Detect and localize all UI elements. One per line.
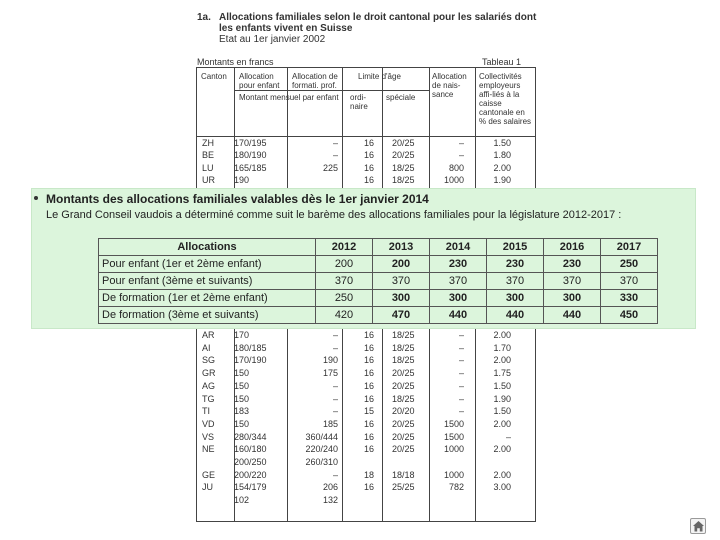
table-cell: – bbox=[332, 150, 338, 161]
table-cell: 150 bbox=[234, 418, 250, 429]
allocation-value: 200 bbox=[373, 256, 430, 273]
table-cell: 2.00 bbox=[493, 162, 511, 173]
table-row bbox=[196, 469, 536, 481]
table-row bbox=[196, 443, 536, 455]
panel-description: Le Grand Conseil vaudois a déterminé comme suit le barème des allocations familiales pour la législature 2012-2017 : bbox=[46, 209, 622, 221]
table-row bbox=[196, 494, 536, 506]
currency-note: Montants en francs bbox=[197, 57, 274, 67]
table-cell: 2.00 bbox=[493, 418, 511, 429]
table-cell: 18/25 bbox=[392, 330, 415, 340]
table-cell: 20/25 bbox=[392, 150, 415, 161]
table-row bbox=[196, 137, 536, 149]
table-cell: 1500 bbox=[443, 431, 464, 442]
table-cell: AI bbox=[202, 342, 211, 353]
table-cell: 1.50 bbox=[493, 138, 511, 148]
allocation-value: 440 bbox=[487, 307, 544, 324]
table-cell: 360/444 bbox=[305, 431, 338, 442]
table-cell: 800 bbox=[448, 162, 464, 173]
table-cell: 1000 bbox=[443, 174, 464, 185]
section-number: 1a. bbox=[197, 12, 211, 23]
title-line-2: les enfants vivent en Suisse bbox=[219, 23, 353, 34]
table-cell: 2.00 bbox=[493, 444, 511, 455]
table-cell: 18/25 bbox=[392, 355, 415, 366]
table-cell: 16 bbox=[363, 162, 374, 173]
home-button[interactable] bbox=[690, 518, 706, 534]
header-alloc-formation: Allocation de formati. prof. bbox=[292, 72, 338, 90]
table-cell: 20/25 bbox=[392, 431, 415, 442]
allocation-value: 370 bbox=[316, 273, 373, 290]
table-cell: – bbox=[332, 406, 338, 417]
allocation-value: 300 bbox=[544, 290, 601, 307]
table-row bbox=[196, 342, 536, 354]
table-cell: 1.70 bbox=[493, 342, 511, 353]
table-cell: 170 bbox=[234, 330, 250, 340]
table-row bbox=[196, 481, 536, 493]
table-cell: SG bbox=[202, 355, 216, 366]
header-year: 2013 bbox=[373, 239, 430, 256]
table-row bbox=[196, 456, 536, 468]
table-cell: 15 bbox=[363, 406, 374, 417]
header-year: 2017 bbox=[601, 239, 658, 256]
table-row bbox=[196, 405, 536, 417]
table-cell: 220/240 bbox=[305, 444, 338, 455]
table-cell: – bbox=[332, 330, 338, 340]
table-cell: 1.80 bbox=[493, 150, 511, 161]
table-cell: 175 bbox=[322, 368, 338, 379]
header-canton: Canton bbox=[201, 72, 227, 81]
table-cell: 1500 bbox=[443, 418, 464, 429]
table-cell: – bbox=[458, 342, 464, 353]
allocation-value: 300 bbox=[487, 290, 544, 307]
table-cell: 150 bbox=[234, 393, 250, 404]
table-cell: – bbox=[332, 342, 338, 353]
table-cell: 170/195 bbox=[234, 138, 267, 148]
allocation-value: 330 bbox=[601, 290, 658, 307]
table-number: Tableau 1 bbox=[482, 57, 522, 67]
table-cell: 18/25 bbox=[392, 162, 415, 173]
table-cell: 206 bbox=[322, 482, 338, 493]
table-cell: 16 bbox=[363, 150, 374, 161]
allocations-body bbox=[99, 256, 658, 324]
table-cell: 160/180 bbox=[234, 444, 267, 455]
table-row bbox=[196, 174, 536, 186]
table-cell: 16 bbox=[363, 330, 374, 340]
table-cell: – bbox=[458, 393, 464, 404]
table-cell: VD bbox=[202, 418, 215, 429]
allocation-value: 420 bbox=[316, 307, 373, 324]
table-cell: 20/20 bbox=[392, 406, 415, 417]
allocation-value: 250 bbox=[601, 256, 658, 273]
table-cell: 1000 bbox=[443, 469, 464, 480]
table-cell: 16 bbox=[363, 444, 374, 455]
header-ordinaire: ordi-naire bbox=[350, 93, 368, 111]
table-cell: 16 bbox=[363, 368, 374, 379]
allocation-value: 370 bbox=[430, 273, 487, 290]
allocation-value: 300 bbox=[373, 290, 430, 307]
table-cell: 16 bbox=[363, 380, 374, 391]
table-cell: 1.50 bbox=[493, 380, 511, 391]
table-cell: 180/185 bbox=[234, 342, 267, 353]
table-cell: 20/25 bbox=[392, 380, 415, 391]
allocation-label: Pour enfant (3ème et suivants) bbox=[99, 273, 316, 290]
header-limite-age: Limite d'âge bbox=[358, 72, 401, 81]
table-cell: – bbox=[458, 380, 464, 391]
table-row bbox=[196, 367, 536, 379]
table-cell: 200/250 bbox=[234, 457, 267, 467]
table-row bbox=[196, 393, 536, 405]
allocation-value: 440 bbox=[544, 307, 601, 324]
table-cell: 20/25 bbox=[392, 418, 415, 429]
table-row bbox=[196, 149, 536, 161]
table-cell: JU bbox=[202, 482, 213, 493]
table-cell: 20/25 bbox=[392, 444, 415, 455]
table-cell: 132 bbox=[322, 495, 338, 506]
allocation-value: 470 bbox=[373, 307, 430, 324]
table-cell: 18 bbox=[363, 469, 374, 480]
table-cell: 16 bbox=[363, 482, 374, 493]
header-year: 2015 bbox=[487, 239, 544, 256]
allocation-row bbox=[99, 256, 658, 273]
table-cell: 20/25 bbox=[392, 138, 415, 148]
table-cell: 2.00 bbox=[493, 355, 511, 366]
table-cell: – bbox=[458, 355, 464, 366]
table-cell: 25/25 bbox=[392, 482, 415, 493]
allocation-value: 370 bbox=[601, 273, 658, 290]
table-cell: 16 bbox=[363, 342, 374, 353]
table-cell: 782 bbox=[448, 482, 464, 493]
title-line-1: Allocations familiales selon le droit cantonal pour les salariés dont bbox=[219, 12, 537, 23]
document-title bbox=[197, 12, 557, 45]
table-cell: 1.90 bbox=[493, 174, 511, 185]
table-row bbox=[196, 162, 536, 174]
allocation-value: 200 bbox=[316, 256, 373, 273]
allocation-value: 250 bbox=[316, 290, 373, 307]
table-cell: UR bbox=[202, 174, 215, 185]
table-row bbox=[196, 380, 536, 392]
table-cell: 154/179 bbox=[234, 482, 267, 493]
table-cell: – bbox=[505, 431, 511, 442]
header-year: 2012 bbox=[316, 239, 373, 256]
allocation-value: 370 bbox=[373, 273, 430, 290]
header-speciale: spéciale bbox=[386, 93, 416, 102]
header-montant-mensuel: Montant mensuel par enfant bbox=[239, 93, 339, 102]
allocations-table bbox=[98, 238, 658, 324]
table-cell: 280/344 bbox=[234, 431, 267, 442]
table-cell: 185 bbox=[322, 418, 338, 429]
table-cell: 1.75 bbox=[493, 368, 511, 379]
table-cell: 150 bbox=[234, 380, 250, 391]
table-cell: 200/220 bbox=[234, 469, 267, 480]
table-cell: 18/25 bbox=[392, 342, 415, 353]
table-cell: ZH bbox=[202, 138, 214, 148]
table-cell: 3.00 bbox=[493, 482, 511, 493]
table-row bbox=[196, 354, 536, 366]
table-cell: 170/190 bbox=[234, 355, 267, 366]
table-cell: BE bbox=[202, 150, 215, 161]
table-cell: TG bbox=[202, 393, 215, 404]
table-cell: 1.90 bbox=[493, 393, 511, 404]
table-cell: 183 bbox=[234, 406, 250, 417]
table-cell: 16 bbox=[363, 431, 374, 442]
table-cell: 18/25 bbox=[392, 393, 415, 404]
table-cell: 18/18 bbox=[392, 469, 415, 480]
table-cell: TI bbox=[202, 406, 210, 417]
table-cell: 2.00 bbox=[493, 469, 511, 480]
table-cell: 16 bbox=[363, 393, 374, 404]
allocations-panel bbox=[31, 188, 696, 329]
header-collectivites: Collectivités employeurs affi-liés à la caisse cantonale en % des salaires bbox=[479, 72, 532, 126]
table-cell: 16 bbox=[363, 174, 374, 185]
allocation-value: 370 bbox=[544, 273, 601, 290]
allocation-value: 230 bbox=[430, 256, 487, 273]
table-row bbox=[196, 329, 536, 341]
allocation-value: 230 bbox=[544, 256, 601, 273]
table-cell: AG bbox=[202, 380, 216, 391]
table-cell: 1000 bbox=[443, 444, 464, 455]
header-alloc-enfant: Allocation pour enfant bbox=[239, 72, 280, 90]
table-cell: GR bbox=[202, 368, 216, 379]
table-cell: 260/310 bbox=[305, 457, 338, 467]
table-cell: 180/190 bbox=[234, 150, 267, 161]
allocation-value: 440 bbox=[430, 307, 487, 324]
table-cell: – bbox=[332, 469, 338, 480]
table-cell: 16 bbox=[363, 418, 374, 429]
table-cell: 165/185 bbox=[234, 162, 267, 173]
title-date: Etat au 1er janvier 2002 bbox=[219, 34, 326, 45]
header-year: 2016 bbox=[544, 239, 601, 256]
allocation-label: De formation (3ème et suivants) bbox=[99, 307, 316, 324]
table-cell: – bbox=[458, 406, 464, 417]
table-row bbox=[196, 418, 536, 430]
allocation-value: 370 bbox=[487, 273, 544, 290]
table-cell: 16 bbox=[363, 138, 374, 148]
allocation-value: 230 bbox=[487, 256, 544, 273]
table-cell: 190 bbox=[234, 174, 250, 185]
table-cell: AR bbox=[202, 330, 215, 340]
table-cell: GE bbox=[202, 469, 216, 480]
table-cell: – bbox=[458, 138, 464, 148]
table-cell: 18/25 bbox=[392, 174, 415, 185]
bullet-icon bbox=[34, 196, 38, 200]
table-row bbox=[196, 431, 536, 443]
table-cell: LU bbox=[202, 162, 214, 173]
allocation-label: De formation (1er et 2ème enfant) bbox=[99, 290, 316, 307]
table-cell: NE bbox=[202, 444, 215, 455]
table-cell: VS bbox=[202, 431, 215, 442]
home-icon bbox=[692, 520, 705, 533]
panel-heading: Montants des allocations familiales valables dès le 1er janvier 2014 bbox=[46, 192, 429, 206]
table-cell: – bbox=[458, 368, 464, 379]
table-cell: – bbox=[458, 150, 464, 161]
table-cell: – bbox=[332, 138, 338, 148]
table-cell: 225 bbox=[322, 162, 338, 173]
table-cell: 20/25 bbox=[392, 368, 415, 379]
table-cell: 190 bbox=[322, 355, 338, 366]
table-cell: 150 bbox=[234, 368, 250, 379]
table-cell: – bbox=[458, 330, 464, 340]
table-header-row bbox=[99, 239, 658, 256]
table-cell: – bbox=[332, 393, 338, 404]
allocation-label: Pour enfant (1er et 2ème enfant) bbox=[99, 256, 316, 273]
allocation-row bbox=[99, 273, 658, 290]
table-cell: 16 bbox=[363, 355, 374, 366]
table-cell: 2.00 bbox=[493, 330, 511, 340]
header-alloc-naissance: Allocation de nais-sance bbox=[432, 72, 467, 99]
allocation-value: 450 bbox=[601, 307, 658, 324]
allocation-row bbox=[99, 290, 658, 307]
header-allocations: Allocations bbox=[99, 239, 316, 256]
allocation-value: 300 bbox=[430, 290, 487, 307]
table-cell: – bbox=[332, 380, 338, 391]
allocation-row bbox=[99, 307, 658, 324]
table-cell: 102 bbox=[234, 495, 250, 506]
header-year: 2014 bbox=[430, 239, 487, 256]
table-cell: 1.50 bbox=[493, 406, 511, 417]
